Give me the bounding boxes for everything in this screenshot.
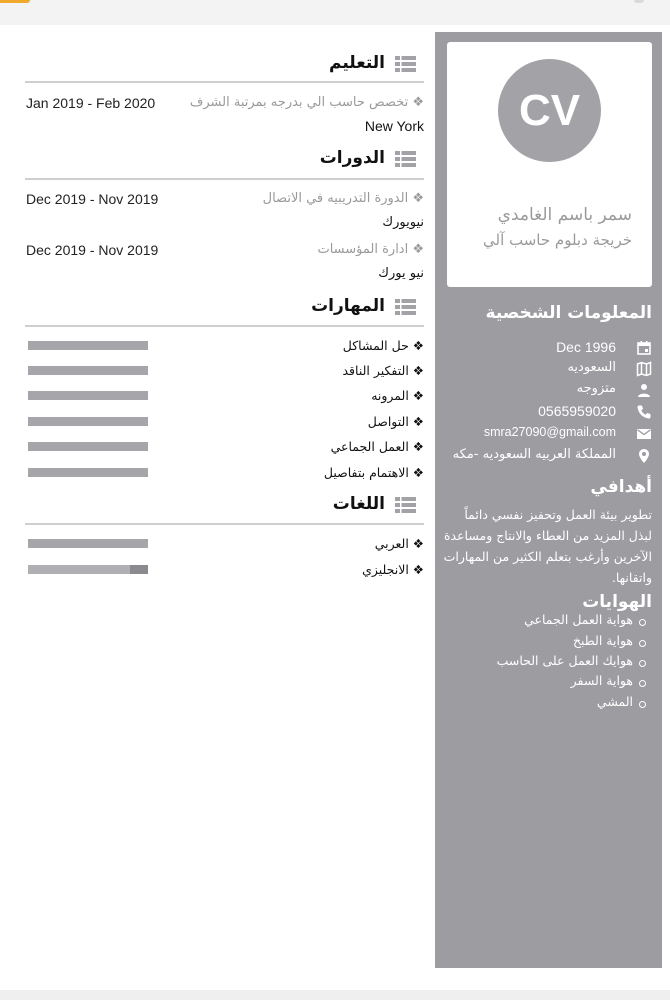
- skill-level-fill: [28, 366, 148, 375]
- info-phone: 0565959020: [538, 403, 616, 419]
- section-divider: [25, 81, 424, 83]
- list-icon: [395, 299, 416, 315]
- info-marital-status: متزوجه: [576, 381, 616, 396]
- language-label: ❖ الانجليزي: [362, 562, 424, 577]
- skill-level-fill: [28, 341, 148, 350]
- hobby-bullet: [639, 660, 646, 667]
- skill-level-bar: [28, 468, 148, 477]
- skill-label: ❖ حل المشاكل: [342, 338, 424, 353]
- personal-info-heading: المعلومات الشخصية: [485, 303, 652, 323]
- skill-label: ❖ التفكير الناقد: [342, 363, 424, 378]
- info-nationality: السعوديه: [567, 360, 616, 375]
- top-indicator: [634, 0, 644, 3]
- education-heading: التعليم: [329, 53, 385, 73]
- course-entry-title: ❖ الدورة التدريبيه في الاتصال: [262, 191, 424, 206]
- language-level-fill: [28, 565, 130, 574]
- skill-label: ❖ التواصل: [367, 414, 424, 429]
- calendar-icon: [636, 340, 652, 356]
- language-level-fill: [28, 539, 148, 548]
- sidebar: [435, 32, 662, 968]
- map-icon: [636, 361, 652, 377]
- info-row-phone: [442, 402, 652, 422]
- location-pin-icon: [636, 448, 652, 464]
- info-email: smra27090@gmail.com: [483, 425, 616, 439]
- skill-level-bar: [28, 366, 148, 375]
- languages-heading: اللغات: [332, 494, 385, 514]
- info-row-marital: [442, 380, 652, 400]
- skill-label: ❖ الاهتمام بتفاصيل: [323, 465, 424, 480]
- hobby-bullet: [639, 701, 646, 708]
- course-entry-date: Dec 2019 - Nov 2019: [26, 242, 159, 258]
- skill-level-fill: [28, 391, 148, 400]
- skills-heading: المهارات: [311, 296, 385, 316]
- skill-level-bar: [28, 442, 148, 451]
- list-icon: [395, 151, 416, 167]
- person-title: خريجة دبلوم حاسب آلي: [483, 231, 632, 249]
- hobby-item: المشي: [596, 694, 633, 709]
- education-entry-date: Jan 2019 - Feb 2020: [26, 95, 156, 111]
- info-row-email: [442, 424, 652, 444]
- hobby-item: هواية السفر: [570, 673, 633, 688]
- phone-icon: [636, 404, 652, 420]
- hobby-bullet: [639, 680, 646, 687]
- skill-level-fill: [28, 417, 148, 426]
- language-label: ❖ العربي: [374, 536, 424, 551]
- skill-level-fill: [28, 468, 148, 477]
- hobby-item: هواية الطبخ: [572, 633, 633, 648]
- hobby-item: هواية العمل الجماعي: [524, 612, 633, 627]
- language-level-bar: [28, 539, 148, 548]
- profile-card: [447, 42, 652, 287]
- info-row-nationality: [442, 359, 652, 379]
- hobby-bullet: [639, 640, 646, 647]
- education-entry-place: New York: [364, 118, 424, 134]
- section-divider: [25, 325, 424, 327]
- language-level-bar: [28, 565, 148, 574]
- top-bar: [0, 0, 670, 25]
- avatar: CV: [498, 59, 601, 162]
- top-accent-tab: [0, 0, 30, 3]
- skill-level-fill: [28, 442, 148, 451]
- info-address: المملكة العربيه السعوديه -مكه: [452, 447, 616, 462]
- goals-text: تطوير بيئة العمل وتحفيز نفسي دائماً لبذل المزيد من العطاء والانتاج ومساعدة الآخرين وأرغب بتعلم الكثير من المهارات واتقانها.: [443, 507, 652, 585]
- section-divider: [25, 178, 424, 180]
- course-entry-title: ❖ ادارة المؤسسات: [317, 242, 424, 257]
- email-icon: [636, 426, 652, 442]
- person-name: سمر باسم الغامدي: [497, 205, 632, 225]
- bottom-bar: [0, 990, 670, 1000]
- hobbies-heading: الهوايات: [582, 592, 652, 612]
- info-row-address: [442, 446, 652, 466]
- list-icon: [395, 56, 416, 72]
- hobby-bullet: [639, 619, 646, 626]
- course-entry-place: نيو يورك: [378, 266, 424, 281]
- skill-level-bar: [28, 417, 148, 426]
- skill-level-bar: [28, 391, 148, 400]
- list-icon: [395, 497, 416, 513]
- education-entry-title: ❖ تخصص حاسب الي بدرجه بمرتبة الشرف: [189, 95, 424, 110]
- info-row-birthdate: [442, 338, 652, 358]
- section-divider: [25, 523, 424, 525]
- course-entry-date: Dec 2019 - Nov 2019: [26, 191, 159, 207]
- hobby-item: هوايك العمل على الحاسب: [496, 653, 633, 668]
- info-birthdate: Dec 1996: [556, 339, 616, 355]
- person-icon: [636, 382, 652, 398]
- skill-label: ❖ المرونه: [371, 388, 424, 403]
- course-entry-place: نيويورك: [382, 215, 424, 230]
- resume-page: [0, 25, 670, 990]
- courses-heading: الدورات: [319, 148, 385, 168]
- goals-heading: أهدافي: [590, 477, 652, 497]
- skill-label: ❖ العمل الجماعي: [330, 439, 424, 454]
- skill-level-bar: [28, 341, 148, 350]
